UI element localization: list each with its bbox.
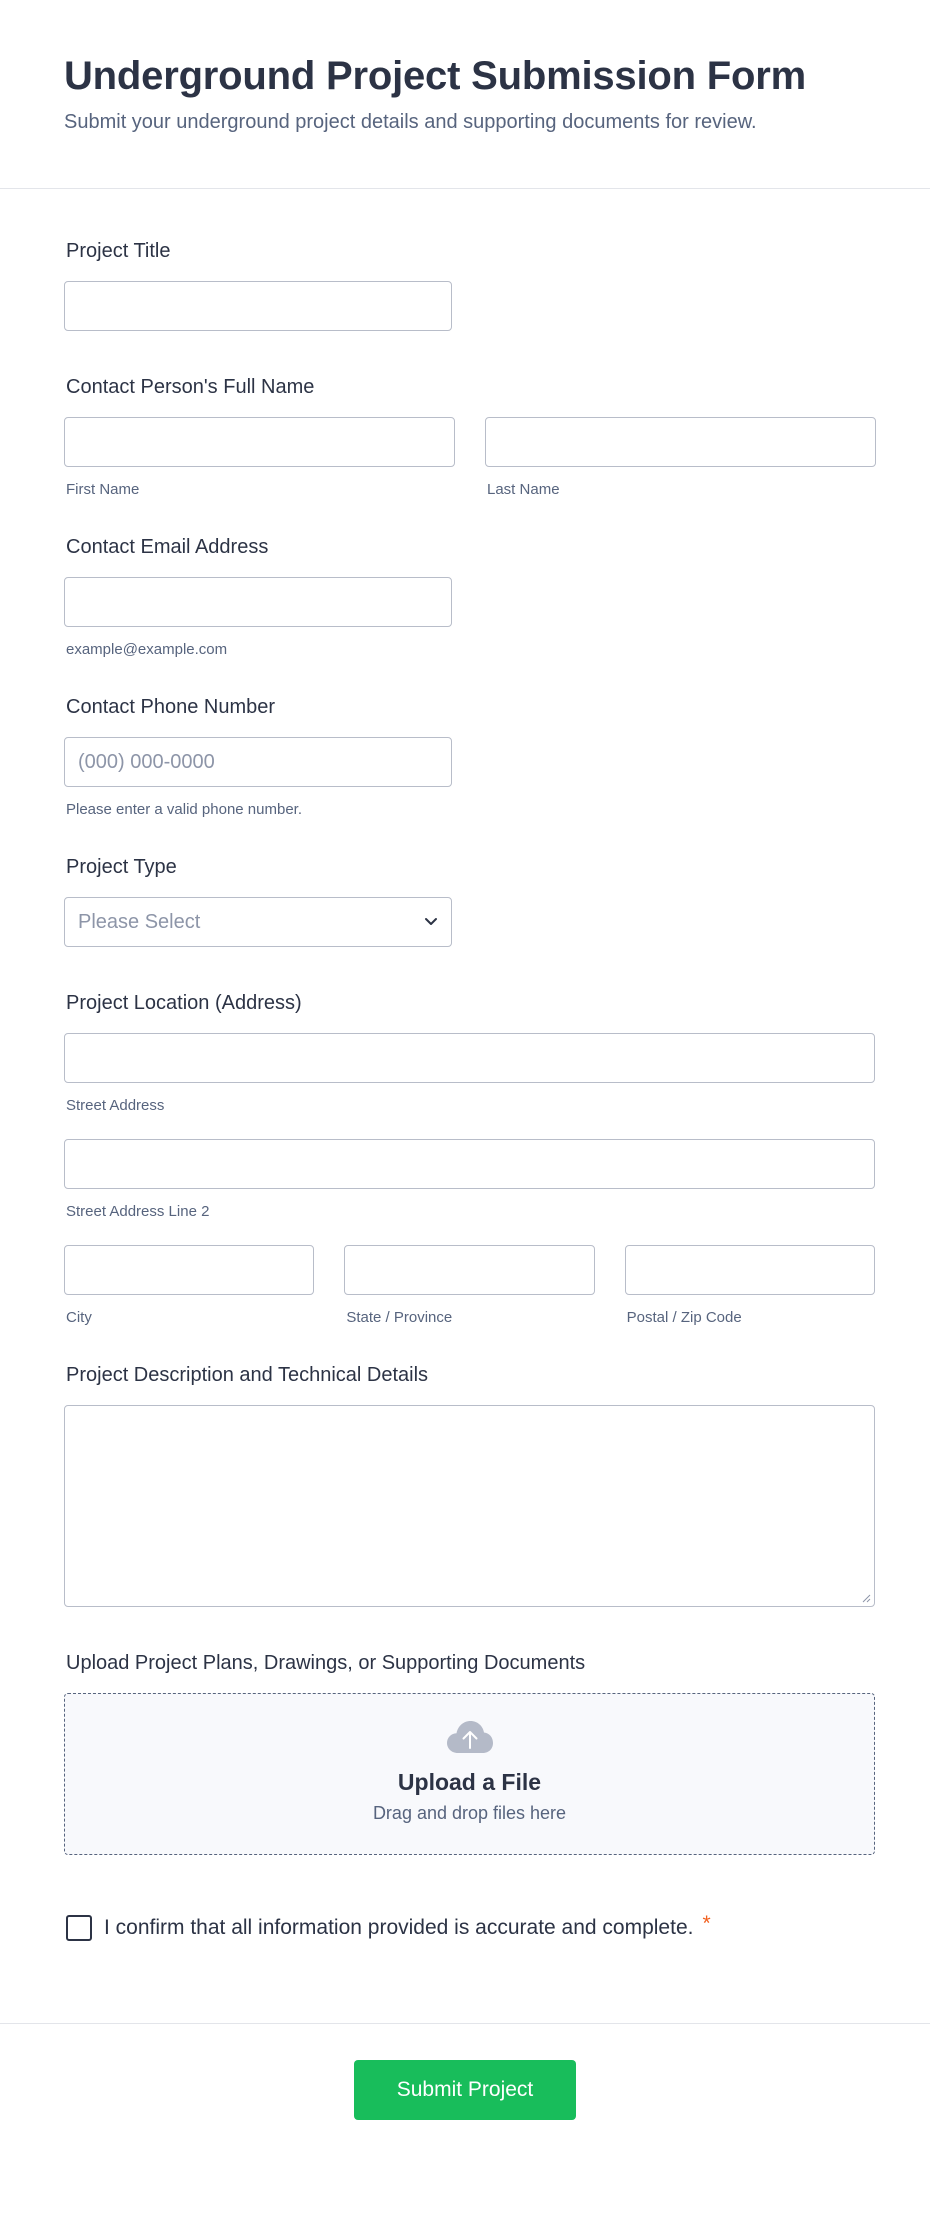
contact-name-field xyxy=(64,375,866,499)
state-province-input[interactable] xyxy=(344,1245,594,1295)
contact-email-field xyxy=(64,535,866,659)
project-type-selected-value: Please Select xyxy=(64,897,452,947)
first-name-col xyxy=(64,417,455,499)
confirm-field xyxy=(64,1912,866,1941)
contact-phone-sublabel: Please enter a valid phone number. xyxy=(66,801,302,818)
project-title-field xyxy=(64,239,866,331)
project-description-label: Project Description and Technical Details xyxy=(66,1364,429,1386)
state-province-sublabel: State / Province xyxy=(346,1309,453,1326)
last-name-col xyxy=(485,417,876,499)
postal-code-sublabel: Postal / Zip Code xyxy=(626,1309,742,1326)
street-address-line2-sublabel: Street Address Line 2 xyxy=(66,1203,210,1220)
project-description-textarea[interactable] xyxy=(64,1405,875,1607)
contact-name-row xyxy=(64,417,875,499)
city-state-postal-row xyxy=(64,1245,875,1327)
project-location-label: Project Location (Address) xyxy=(66,992,302,1014)
contact-email-sublabel: example@example.com xyxy=(66,641,228,658)
contact-email-label: Contact Email Address xyxy=(66,536,269,558)
form-body xyxy=(0,189,930,1941)
upload-title: Upload a File xyxy=(397,1769,542,1795)
chevron-down-icon xyxy=(423,913,439,929)
last-name-sublabel: Last Name xyxy=(487,481,560,498)
first-name-input[interactable] xyxy=(64,417,455,467)
upload-subtitle: Drag and drop files here xyxy=(372,1803,567,1823)
required-mark: * xyxy=(702,1912,711,1935)
first-name-sublabel: First Name xyxy=(66,481,140,498)
contact-phone-input[interactable] xyxy=(64,737,452,787)
project-type-field xyxy=(64,855,866,947)
form-footer xyxy=(0,2023,930,2167)
page-title: Underground Project Submission Form xyxy=(64,54,806,98)
city-input[interactable] xyxy=(64,1245,314,1295)
city-col xyxy=(64,1245,314,1327)
project-type-select[interactable] xyxy=(64,897,452,947)
submit-project-button[interactable]: Submit Project xyxy=(354,2060,576,2120)
upload-field xyxy=(64,1651,866,1855)
contact-name-label: Contact Person's Full Name xyxy=(66,376,315,398)
confirm-checkbox[interactable] xyxy=(66,1915,92,1941)
contact-email-input[interactable] xyxy=(64,577,452,627)
project-title-label: Project Title xyxy=(66,240,171,262)
project-description-field xyxy=(64,1363,866,1607)
project-type-label: Project Type xyxy=(66,856,177,878)
city-sublabel: City xyxy=(66,1309,92,1326)
resize-grip-icon[interactable] xyxy=(861,1593,871,1603)
upload-label: Upload Project Plans, Drawings, or Supporting Documents xyxy=(66,1652,586,1674)
form-header xyxy=(0,0,930,189)
contact-phone-field xyxy=(64,695,866,819)
last-name-input[interactable] xyxy=(485,417,876,467)
project-title-input[interactable] xyxy=(64,281,452,331)
project-location-field xyxy=(64,991,866,1327)
cloud-upload-icon xyxy=(446,1720,494,1754)
street-address-line2-input[interactable] xyxy=(64,1139,875,1189)
state-col xyxy=(344,1245,594,1327)
contact-phone-label: Contact Phone Number xyxy=(66,696,276,718)
page-subtitle: Submit your underground project details and supporting documents for review. xyxy=(64,111,757,133)
confirm-text: I confirm that all information provided is accurate and complete. xyxy=(104,1916,694,1939)
file-upload-dropzone[interactable] xyxy=(64,1693,875,1855)
postal-col xyxy=(625,1245,875,1327)
postal-code-input[interactable] xyxy=(625,1245,875,1295)
street-address-input[interactable] xyxy=(64,1033,875,1083)
street-address-sublabel: Street Address xyxy=(66,1097,165,1114)
